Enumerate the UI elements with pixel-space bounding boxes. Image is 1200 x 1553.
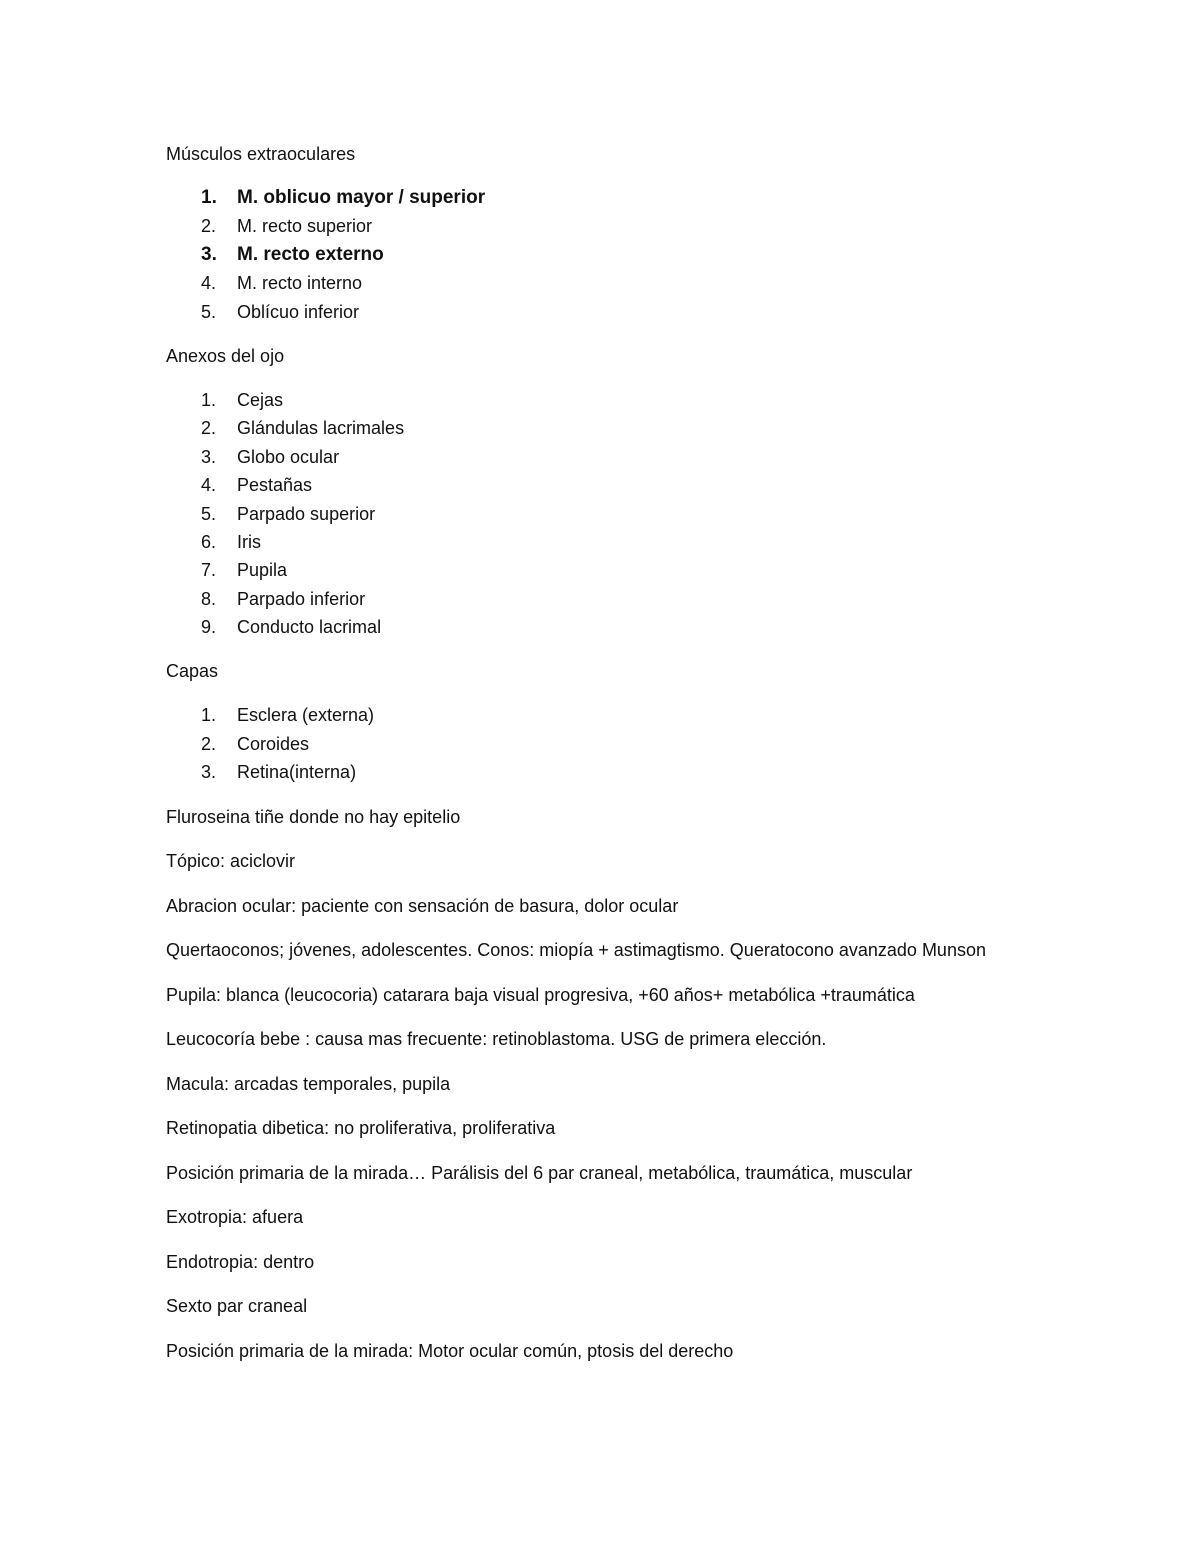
list-number: 5. [201,503,217,524]
list-item-text: M. recto externo [237,243,384,265]
note-paragraph: Endotropia: dentro [166,1251,315,1272]
list-item-text: Parpado inferior [237,588,366,609]
list-item [166,212,1026,240]
list-item [166,269,1026,297]
list-number: 3. [201,446,217,467]
list-number: 9. [201,617,217,638]
note-paragraph: Retinopatia dibetica: no proliferativa, proliferativa [166,1118,556,1139]
list-number: 3. [201,762,217,783]
list-number: 2. [201,733,217,754]
note-paragraph: Sexto par craneal [166,1296,308,1317]
note-paragraph: Tópico: aciclovir [166,851,296,872]
note-paragraph: Abracion ocular: paciente con sensación de basura, dolor ocular [166,895,679,916]
list-item [166,386,1026,414]
list-number: 3. [201,243,217,265]
note-paragraph: Pupila: blanca (leucocoria) catarara baja visual progresiva, +60 años+ metabólica +traumática [166,984,915,1005]
list-item [166,701,1026,729]
list-item-text: Oblícuo inferior [237,301,360,322]
list-item-text: Glándulas lacrimales [237,418,405,439]
list-item [166,298,1026,326]
document-page [166,140,1026,1381]
list-number: 7. [201,560,217,581]
list-item-text: Pestañas [237,475,313,496]
list-number: 2. [201,418,217,439]
list-item [166,414,1026,442]
numbered-list [166,184,1026,326]
list-item [166,613,1026,641]
section-heading: Capas [166,661,219,682]
list-item-text: Pupila [237,560,288,581]
list-item [166,184,1026,212]
note-paragraph: Posición primaria de la mirada: Motor ocular común, ptosis del derecho [166,1340,734,1361]
note-paragraph: Macula: arcadas temporales, pupila [166,1073,451,1094]
list-item-text: Conducto lacrimal [237,617,382,638]
list-number: 4. [201,273,217,294]
list-number: 2. [201,216,217,237]
list-item-text: Coroides [237,733,310,754]
numbered-list [166,386,1026,642]
list-item [166,471,1026,499]
list-number: 1. [201,705,217,726]
list-item-text: M. recto superior [237,216,373,237]
list-item [166,443,1026,471]
list-item-text: Parpado superior [237,503,376,524]
list-item [166,556,1026,584]
list-item-text: Esclera (externa) [237,705,375,726]
note-paragraph: Posición primaria de la mirada… Parálisis del 6 par craneal, metabólica, traumática, muscular [166,1162,913,1183]
list-item [166,730,1026,758]
list-item-text: Globo ocular [237,446,340,467]
section-heading: Anexos del ojo [166,345,285,366]
list-item [166,500,1026,528]
list-number: 1. [201,187,217,208]
list-item-text: M. recto interno [237,273,363,294]
list-number: 1. [201,389,217,410]
section-heading: Músculos extraoculares [166,144,356,164]
note-paragraph: Quertaoconos; jóvenes, adolescentes. Conos: miopía + astimagtismo. Queratocono avanzado Munson [166,940,986,961]
list-item-text: Iris [237,531,261,552]
list-item-text: M. oblicuo mayor / superior [237,187,486,208]
note-paragraph: Leucocoría bebe : causa mas frecuente: retinoblastoma. USG de primera elección. [166,1029,827,1050]
list-item [166,528,1026,556]
numbered-list [166,701,1026,786]
list-number: 4. [201,475,217,496]
list-number: 5. [201,301,217,322]
list-item-text: Retina(interna) [237,762,357,783]
list-number: 8. [201,588,217,609]
list-item [166,585,1026,613]
note-paragraph: Exotropia: afuera [166,1207,304,1228]
list-item [166,241,1026,269]
list-number: 6. [201,531,217,552]
list-item [166,758,1026,786]
note-paragraph: Fluroseina tiñe donde no hay epitelio [166,806,461,827]
list-item-text: Cejas [237,389,284,410]
